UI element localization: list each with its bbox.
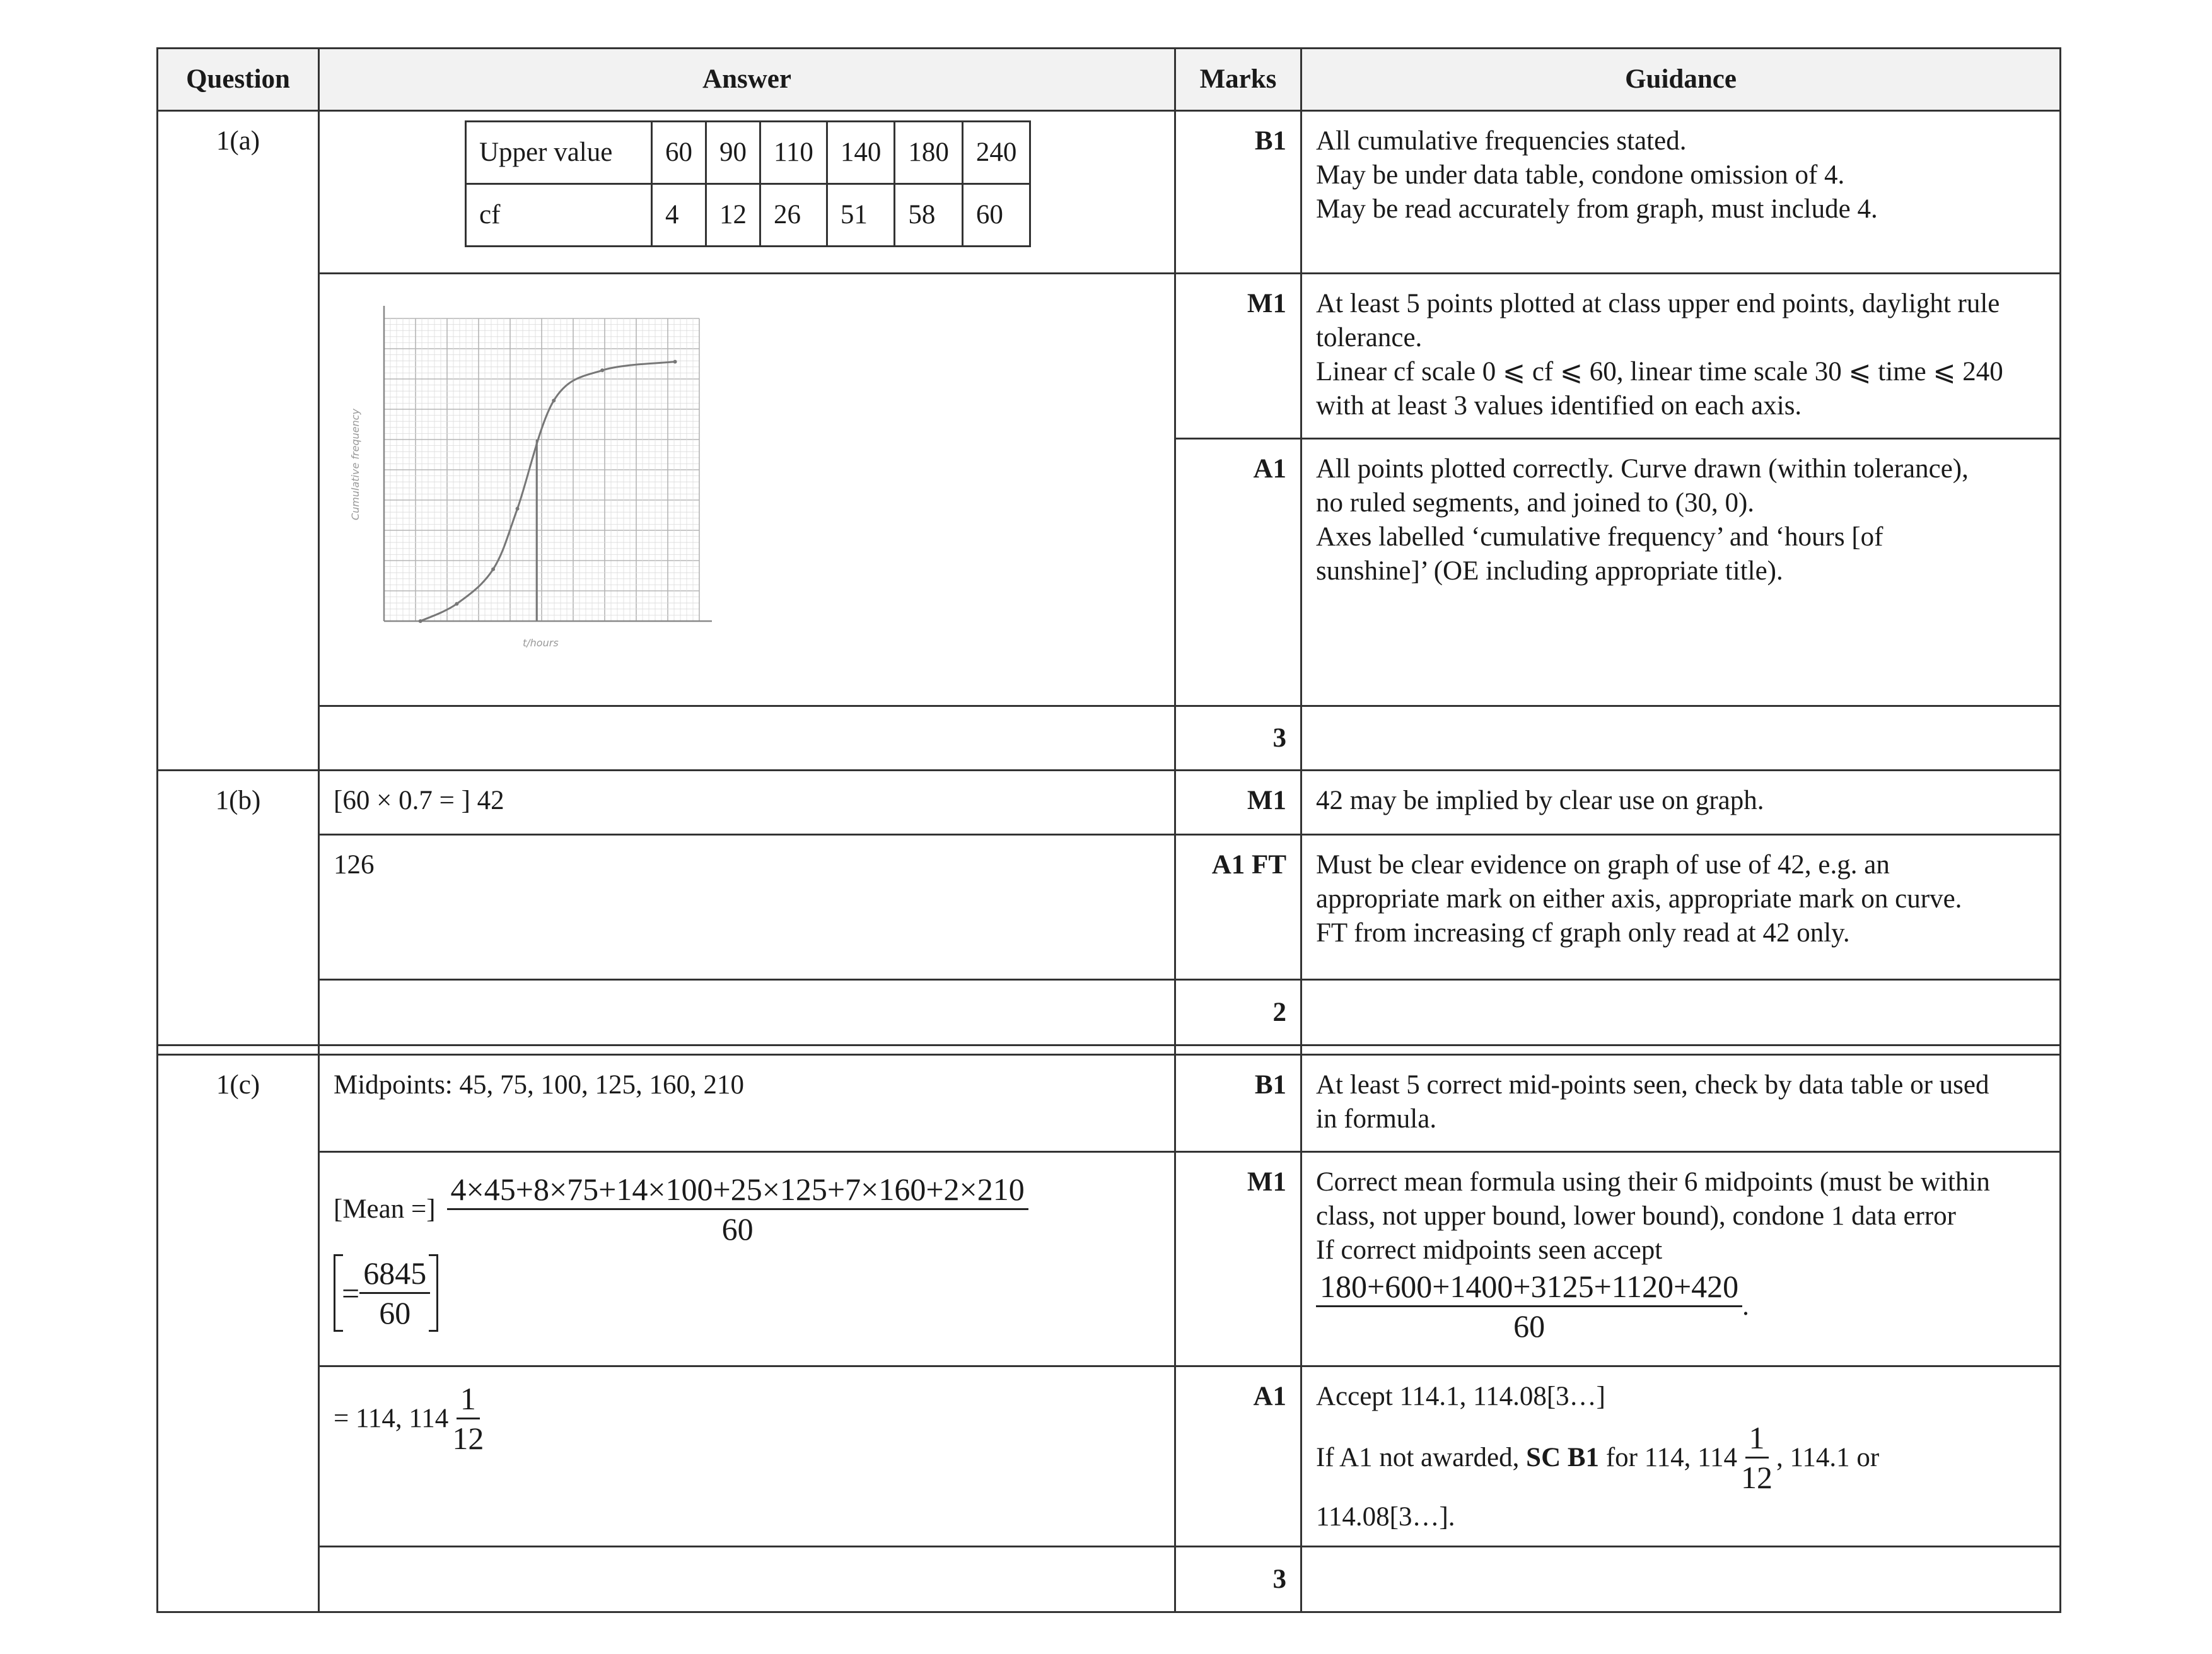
cf-cell: 4 <box>652 184 706 247</box>
q1a-row-total <box>158 706 2061 771</box>
equals-sign: = <box>342 1275 360 1311</box>
q1c-mark3: A1 <box>1175 1366 1301 1547</box>
q1c-answer1: Midpoints: 45, 75, 100, 125, 160, 210 <box>319 1055 1175 1152</box>
graph-xlabel: t/hours <box>523 637 559 649</box>
separator-cell <box>1301 1045 2061 1055</box>
guidance-line: If correct midpoints seen accept <box>1316 1235 1663 1265</box>
guidance-text: for 114, 114 <box>1599 1442 1738 1472</box>
header-row <box>158 49 2061 111</box>
cf-row-upper <box>466 122 1030 184</box>
guidance-line: sunshine]’ (OE including appropriate title). <box>1316 556 1783 586</box>
q1a-mark2: M1 <box>1175 274 1301 439</box>
guidance-line: All points plotted correctly. Curve drawn (within tolerance), <box>1316 454 1969 484</box>
cf-cell: 140 <box>827 122 895 184</box>
header-marks: Marks <box>1175 49 1301 111</box>
answer-prefix: = 114, 114 <box>334 1403 449 1433</box>
cumulative-frequency-graph <box>334 293 737 659</box>
guidance-line: 114.08[3…]. <box>1316 1502 1455 1532</box>
cf-cell: 58 <box>895 184 963 247</box>
cf-cell: 60 <box>962 184 1030 247</box>
q1b-total-guidance-blank <box>1301 980 2061 1045</box>
guidance-fraction <box>1737 1419 1776 1496</box>
q1b-guidance2 <box>1301 835 2061 980</box>
cf-cell: cf <box>466 184 652 247</box>
separator-cell <box>1175 1045 1301 1055</box>
q1c-answer2 <box>319 1152 1175 1366</box>
guidance-line: May be read accurately from graph, must include 4. <box>1316 194 1878 224</box>
q1c-answer3 <box>319 1366 1175 1547</box>
mean-numerator: 4×45+8×75+14×100+25×125+7×160+2×210 <box>447 1170 1028 1210</box>
cf-cell: 180 <box>895 122 963 184</box>
q1b-answer1: [60 × 0.7 = ] 42 <box>319 771 1175 835</box>
mark-scheme-table <box>156 47 2061 1613</box>
guidance-line: Linear cf scale 0 ⩽ cf ⩽ 60, linear time scale 30 ⩽ time ⩽ 240 <box>1316 357 2003 387</box>
q1c-total-blank <box>319 1547 1175 1612</box>
q1c-label: 1(c) <box>158 1055 319 1612</box>
guidance-line: Must be clear evidence on graph of use of 42, e.g. an <box>1316 850 1890 880</box>
guidance-text: If A1 not awarded, <box>1316 1442 1527 1472</box>
cf-cell: 51 <box>827 184 895 247</box>
fraction-denominator: 60 <box>1513 1308 1545 1344</box>
guidance-line: in formula. <box>1316 1104 1437 1134</box>
q1c-total: 3 <box>1175 1547 1301 1612</box>
special-case-mark: SC B1 <box>1526 1442 1600 1472</box>
mean-bracket-wrap <box>334 1254 1160 1332</box>
q1b-total-blank <box>319 980 1175 1045</box>
q1b-row-total <box>158 980 2061 1045</box>
q1c-row-a1 <box>158 1366 2061 1547</box>
cf-cell: 60 <box>652 122 706 184</box>
header-question: Question <box>158 49 319 111</box>
cf-table <box>465 120 1031 247</box>
mean-value-fraction <box>359 1254 430 1332</box>
q1b-label: 1(b) <box>158 771 319 1045</box>
fraction-denominator: 60 <box>379 1295 411 1331</box>
guidance-line: Axes labelled ‘cumulative frequency’ and ‘hours [of <box>1316 522 1883 552</box>
q1b-mark2: A1 FT <box>1175 835 1301 980</box>
fraction-numerator: 1 <box>457 1380 480 1419</box>
fraction-numerator: 6845 <box>359 1254 430 1294</box>
cf-cell: 26 <box>760 184 827 247</box>
cf-cell: 90 <box>706 122 760 184</box>
cf-row-cf <box>466 184 1030 247</box>
q1b-answer2: 126 <box>319 835 1175 980</box>
q1a-graph-cell <box>319 274 1175 706</box>
guidance-line: class, not upper bound, lower bound), condone 1 data error <box>1316 1201 1956 1231</box>
guidance-line: appropriate mark on either axis, appropriate mark on curve. <box>1316 884 1962 914</box>
q1a-row-m1 <box>158 274 2061 439</box>
q1c-total-guidance-blank <box>1301 1547 2061 1612</box>
guidance-line: Accept 114.1, 114.08[3…] <box>1316 1382 1605 1411</box>
guidance-line: no ruled segments, and joined to (30, 0). <box>1316 488 1755 518</box>
fraction-numerator: 1 <box>1745 1419 1769 1459</box>
cf-cell: 240 <box>962 122 1030 184</box>
q1a-guidance2 <box>1301 274 2061 439</box>
guidance-line: May be under data table, condone omission of 4. <box>1316 160 1845 190</box>
guidance-line: tolerance. <box>1316 323 1423 352</box>
q1b-guidance1: 42 may be implied by clear use on graph. <box>1301 771 2061 835</box>
separator-cell <box>319 1045 1175 1055</box>
guidance-line: with at least 3 values identified on each axis. <box>1316 391 1802 421</box>
q1a-guidance3 <box>1301 439 2061 706</box>
cf-cell: 110 <box>760 122 827 184</box>
q1a-total-guidance-blank <box>1301 706 2061 771</box>
graph-ylabel: Cumulative frequency <box>349 408 361 520</box>
period: . <box>1742 1291 1749 1321</box>
q1a-answer-table <box>319 111 1175 274</box>
q1c-mark2: M1 <box>1175 1152 1301 1366</box>
guidance-line: All cumulative frequencies stated. <box>1316 126 1687 156</box>
q1b-total: 2 <box>1175 980 1301 1045</box>
q1c-row-m1 <box>158 1152 2061 1366</box>
mean-formula <box>334 1170 1160 1248</box>
header-answer: Answer <box>319 49 1175 111</box>
q1c-guidance3 <box>1301 1366 2061 1547</box>
q1a-label: 1(a) <box>158 111 319 771</box>
q1c-row-total <box>158 1547 2061 1612</box>
guidance-fraction <box>1316 1267 1742 1345</box>
q1b-mark1: M1 <box>1175 771 1301 835</box>
section-separator <box>158 1045 2061 1055</box>
q1c-row-b1 <box>158 1055 2061 1152</box>
fraction-denominator: 12 <box>452 1421 484 1456</box>
fraction-numerator: 180+600+1400+3125+1120+420 <box>1316 1267 1742 1307</box>
cf-cell: 12 <box>706 184 760 247</box>
guidance-line: At least 5 correct mid-points seen, check by data table or used <box>1316 1070 1989 1100</box>
q1a-total: 3 <box>1175 706 1301 771</box>
q1a-mark3: A1 <box>1175 439 1301 706</box>
q1c-guidance1 <box>1301 1055 2061 1152</box>
q1c-guidance2 <box>1301 1152 2061 1366</box>
header-guidance: Guidance <box>1301 49 2061 111</box>
q1a-total-blank <box>319 706 1175 771</box>
mean-fraction <box>447 1170 1028 1248</box>
fraction-denominator: 12 <box>1741 1460 1773 1495</box>
guidance-text: , 114.1 or <box>1776 1442 1880 1472</box>
mean-answer <box>334 1380 487 1457</box>
mean-label: [Mean =] <box>334 1194 436 1224</box>
mean-denominator: 60 <box>721 1211 754 1247</box>
guidance-line: Correct mean formula using their 6 midpoints (must be within <box>1316 1167 1990 1197</box>
q1b-row-a1 <box>158 835 2061 980</box>
q1a-guidance1 <box>1301 111 2061 274</box>
q1c-mark1: B1 <box>1175 1055 1301 1152</box>
guidance-formula <box>1316 1267 1749 1345</box>
q1a-row-table <box>158 111 2061 274</box>
separator-cell <box>158 1045 319 1055</box>
cf-cell: Upper value <box>466 122 652 184</box>
q1b-row-m1 <box>158 771 2061 835</box>
answer-fraction <box>448 1380 487 1457</box>
q1a-mark1: B1 <box>1175 111 1301 274</box>
guidance-line: At least 5 points plotted at class upper end points, daylight rule <box>1316 289 2000 318</box>
guidance-line: FT from increasing cf graph only read at 42 only. <box>1316 918 1850 948</box>
guidance-sc-line <box>1316 1419 2046 1496</box>
mean-bracket <box>334 1254 438 1332</box>
